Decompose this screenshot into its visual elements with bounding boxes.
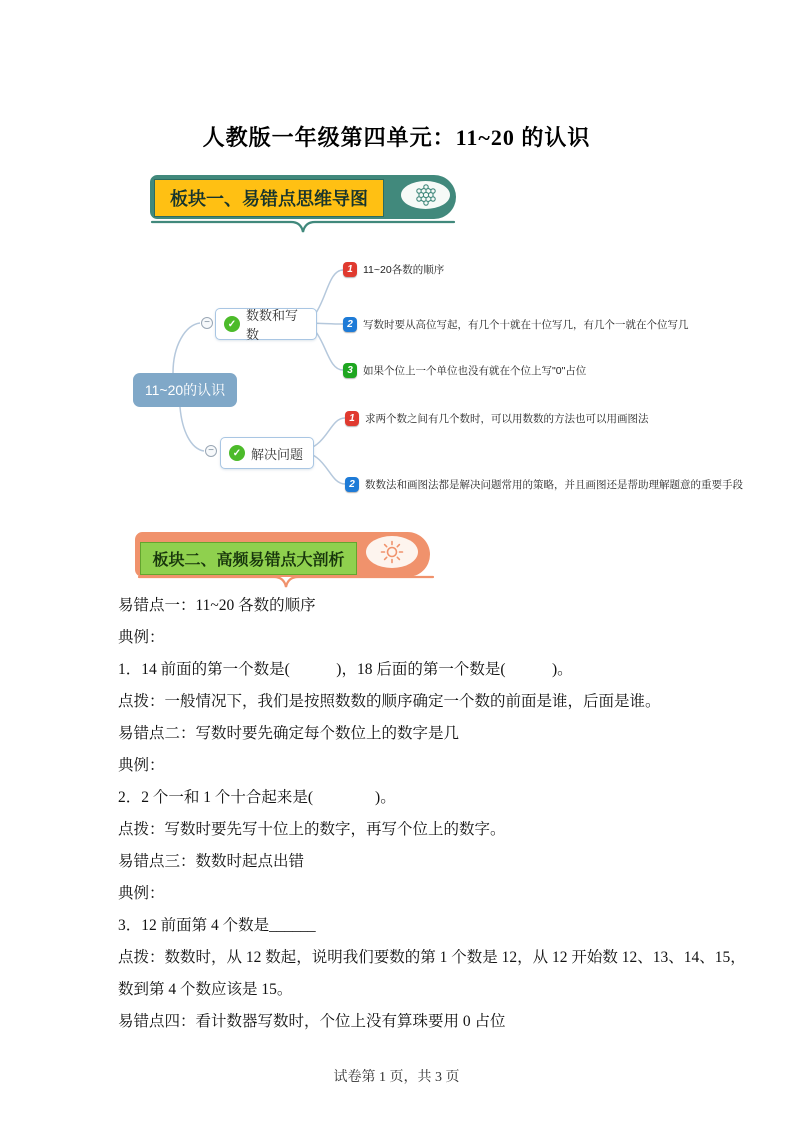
content-line: 典例： xyxy=(118,885,165,902)
collapse-icon[interactable]: − xyxy=(201,317,213,329)
content-line: 典例： xyxy=(118,629,165,646)
item-text: 数数法和画图法都是解决问题常用的策略，并且画图还是帮助理解题意的重要手段 xyxy=(365,479,743,491)
module1-brace xyxy=(150,220,456,236)
content-line: 3．12 前面第 4 个数是______ xyxy=(118,917,316,934)
content-line: 2．2 个一和 1 个十合起来是( )。 xyxy=(118,789,396,806)
network-icon xyxy=(401,181,450,209)
item-text: 求两个数之间有几个数时，可以用数数的方法也可以用画图法 xyxy=(365,413,649,425)
content-line: 易错点二：写数时要先确定每个数位上的数字是几 xyxy=(118,725,460,742)
sun-icon xyxy=(366,536,418,568)
content-line: 点拨：写数时要先写十位上的数字，再写个位上的数字。 xyxy=(118,821,506,838)
content-line: 点拨：一般情况下，我们是按照数数的顺序确定一个数的前面是谁，后面是谁。 xyxy=(118,693,661,710)
page-title: 人教版一年级第四单元：11~20 的认识 xyxy=(202,125,591,150)
check-icon: ✓ xyxy=(224,316,240,332)
content-line: 易错点一：11~20 各数的顺序 xyxy=(118,597,316,614)
mindmap xyxy=(130,250,790,512)
module2-label: 板块二、高频易错点大剖析 xyxy=(140,542,357,575)
module1-banner xyxy=(150,175,456,219)
item-number-badge: 2 xyxy=(345,477,359,492)
mindmap-item xyxy=(343,262,444,277)
item-text: 如果个位上一个单位也没有就在个位上写"0"占位 xyxy=(363,365,587,377)
item-number-badge: 2 xyxy=(343,317,357,332)
module2-banner xyxy=(135,532,430,577)
mindmap-root-node[interactable]: 11~20的认识 xyxy=(133,373,237,407)
page-footer: 试卷第 1 页，共 3 页 xyxy=(333,1070,460,1085)
content-line: 点拨：数数时，从 12 数起，说明我们要数的第 1 个数是 12，从 12 开始数 12、13、14、15， xyxy=(118,949,746,966)
content-line: 数到第 4 个数应该是 15。 xyxy=(118,981,293,998)
mindmap-item xyxy=(343,363,586,378)
content-block xyxy=(118,590,746,1038)
branch-node-counting-writing[interactable] xyxy=(215,308,317,340)
check-icon: ✓ xyxy=(229,445,245,461)
mindmap-item xyxy=(343,317,689,332)
item-number-badge: 1 xyxy=(345,411,359,426)
item-text: 写数时要从高位写起，有几个十就在十位写几，有几个一就在个位写几 xyxy=(363,319,689,331)
collapse-icon[interactable]: − xyxy=(205,445,217,457)
content-line: 易错点三：数数时起点出错 xyxy=(118,853,305,870)
content-line: 易错点四：看计数器写数时，个位上没有算珠要用 0 占位 xyxy=(118,1013,506,1030)
mindmap-item xyxy=(345,477,743,492)
mindmap-item xyxy=(345,411,649,426)
branch-node-problem-solving[interactable] xyxy=(220,437,314,469)
content-line: 典例： xyxy=(118,757,165,774)
content-line: 1．14 前面的第一个数是( )，18 后面的第一个数是( )。 xyxy=(118,661,573,678)
item-number-badge: 3 xyxy=(343,363,357,378)
item-number-badge: 1 xyxy=(343,262,357,277)
item-text: 11~20各数的顺序 xyxy=(363,264,445,276)
branch-label: 解决问题 xyxy=(251,446,304,462)
module2-brace xyxy=(137,575,435,591)
branch-label: 数数和写数 xyxy=(246,308,299,342)
module1-label: 板块一、易错点思维导图 xyxy=(154,179,384,217)
